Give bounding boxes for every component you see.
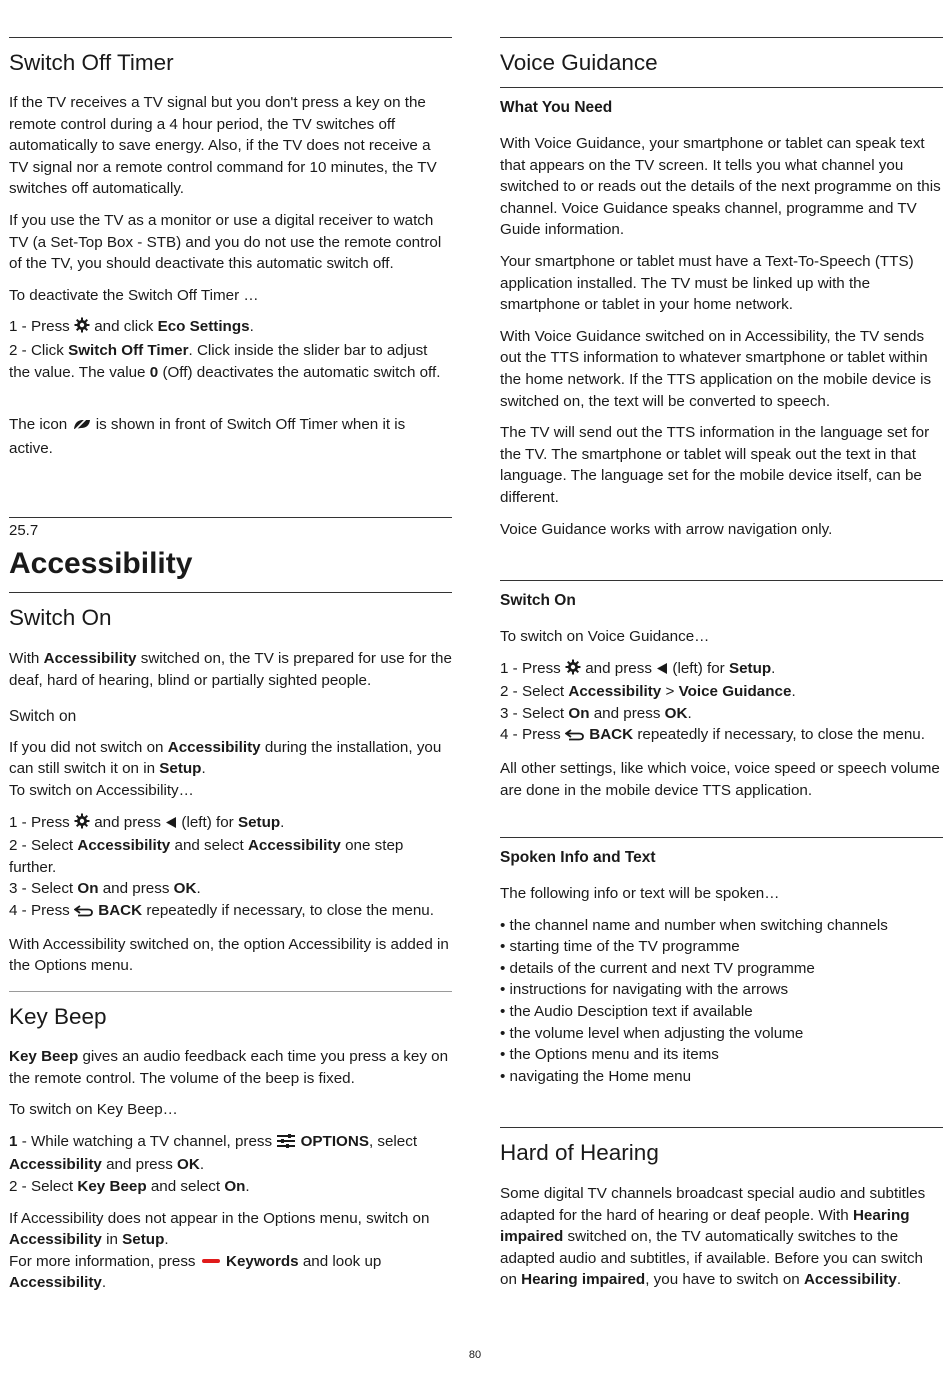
timer-icon-note: The icon is shown in front of Switch Off Timer when it is active. (9, 416, 406, 457)
arrow-left-icon (656, 660, 668, 682)
back-arrow-icon (565, 726, 585, 748)
voice-switch-on-body (500, 626, 943, 801)
switch-off-timer-body (9, 92, 452, 459)
switch-on-body (9, 648, 452, 977)
list-item: • the Audio Desciption text if available (500, 1001, 943, 1023)
settings-gear-icon (565, 659, 581, 682)
hearing-paragraph: Some digital TV channels broadcast special audio and subtitles adapted for the hard of hearing or deaf people. With Hearing impaired switched on, the TV automatically switches to the adapted audio and subtitles, if available. Before you can switch on Hearing impaired, you have to switch on Accessibility. (500, 1185, 926, 1289)
key-beep-paragraph-1: Key Beep gives an audio feedback each time you press a key on the remote control. The volume of the beep is fixed. (9, 1048, 449, 1087)
key-beep-paragraph-2: To switch on Key Beep… (9, 1101, 178, 1119)
back-arrow-icon (74, 902, 94, 924)
hard-of-hearing-heading: Hard of Hearing (500, 1140, 659, 1165)
voice-switch-steps: 1 - Press and press (left) for Setup. 2 - Select Accessibility > Voice Guidance. 3 - Select On and press OK. 4 - Press BACK repeatedly if necessary, to close the menu. (500, 658, 943, 748)
key-beep-body (9, 1046, 452, 1294)
chapter-rule (9, 517, 452, 518)
hard-of-hearing-body (500, 1183, 943, 1291)
red-key-icon (202, 1259, 220, 1263)
section-rule (9, 592, 452, 593)
voice-paragraph-3: With Voice Guidance switched on in Accessibility, the TV sends out the TTS information to whatever smartphone or tablet within the home network. If the TTS application on the mobile device is switched on, the text will be converted to speech. (500, 327, 932, 410)
section-rule (500, 837, 943, 838)
settings-gear-icon (74, 317, 90, 340)
list-item: • instructions for navigating with the arrows (500, 979, 943, 1001)
voice-paragraph-2: Your smartphone or tablet must have a Text-To-Speech (TTS) application installed. The TV must be linked up with the smartphone or tablet in your home network. (500, 252, 914, 314)
list-item: • the channel name and number when switching channels (500, 915, 943, 937)
settings-gear-icon (74, 813, 90, 836)
voice-switch-intro: To switch on Voice Guidance… (500, 628, 710, 645)
section-rule (500, 580, 943, 581)
section-rule (9, 37, 452, 38)
spoken-info-body (500, 883, 943, 1087)
switch-off-timer-heading: Switch Off Timer (9, 50, 174, 75)
timer-active-icon (72, 416, 92, 438)
switch-on-paragraph-3: With Accessibility switched on, the option Accessibility is added in the Options menu. (9, 935, 449, 975)
arrow-left-icon (165, 814, 177, 836)
list-item: • navigating the Home menu (500, 1066, 943, 1088)
voice-switch-paragraph-2: All other settings, like which voice, voice speed or speech volume are done in the mobile device TTS application. (500, 759, 940, 799)
key-beep-heading: Key Beep (9, 1004, 107, 1029)
voice-paragraph-1: With Voice Guidance, your smartphone or tablet can speak text that appears on the TV screen. It tells you what channel you switched to or reads out the details of the next programme on this channel. Voice Guidance speaks channel, programme and TV Guide information. (500, 135, 941, 239)
switch-on-steps: 1 - Press and press (left) for Setup. 2 - Select Accessibility and select Accessibility one step further. 3 - Select On and press OK. 4 - Press BACK repeatedly if necessary, to close the menu. (9, 812, 452, 924)
key-beep-steps: 1 - While watching a TV channel, press OPTIONS, select Accessibility and press OK. 2 - Select Key Beep and select On. (9, 1132, 418, 1195)
voice-guidance-body (500, 133, 943, 540)
chapter-number: 25.7 (9, 522, 39, 539)
timer-paragraph-2: If you use the TV as a monitor or use a digital receiver to watch TV (a Set-Top Box - STB) and you do not use the remote control of the TV, you should deactivate this automatic switch off. (9, 211, 442, 273)
timer-paragraph-3: To deactivate the Switch Off Timer … (9, 286, 259, 304)
list-item: • the volume level when adjusting the volume (500, 1023, 943, 1045)
voice-guidance-heading: Voice Guidance (500, 50, 658, 75)
switch-on-heading: Switch On (9, 605, 112, 630)
switch-on-paragraph-1: With Accessibility switched on, the TV is prepared for use for the deaf, hard of hearing, blind or partially sighted people. (9, 650, 452, 689)
chapter-title: Accessibility (9, 547, 193, 580)
spoken-info-list (500, 915, 943, 1088)
list-item: • details of the current and next TV programme (500, 958, 943, 980)
spoken-info-intro: The following info or text will be spoken… (500, 885, 780, 902)
list-item: • starting time of the TV programme (500, 936, 943, 958)
switch-on-subheading: Switch on (9, 708, 77, 726)
voice-paragraph-5: Voice Guidance works with arrow navigation only. (500, 520, 833, 538)
timer-paragraph-1: If the TV receives a TV signal but you don't press a key on the remote control during a 4 hour period, the TV switches off automatically to save energy. Also, if the TV does not receive a TV signal nor a remote control command for 10 minutes, the TV switches off automatically. (9, 94, 437, 198)
voice-switch-on-subheading: Switch On (500, 592, 576, 609)
options-sliders-icon (276, 1133, 296, 1155)
section-rule (500, 87, 943, 88)
section-rule (500, 37, 943, 38)
section-rule (9, 991, 452, 992)
switch-on-paragraph-2: If you did not switch on Accessibility during the installation, you can still switch it on in Setup. To switch on Accessibility… (9, 738, 442, 799)
timer-step-1: 1 - Press and click Eco Settings. 2 - Click Switch Off Timer. Click inside the slider bar to adjust the value. The value 0 (Off) deactivates the automatic switch off. (9, 318, 441, 381)
section-rule (500, 1127, 943, 1128)
spoken-info-subheading: Spoken Info and Text (500, 849, 656, 866)
page-number: 80 (468, 1349, 482, 1361)
what-you-need-subheading: What You Need (500, 99, 613, 116)
key-beep-paragraph-3: If Accessibility does not appear in the Options menu, switch on Accessibility in Setup. For more information, press Keywords and look up Accessibility. (9, 1209, 430, 1292)
voice-paragraph-4: The TV will send out the TTS information in the language set for the TV. The smartphone or tablet will speak out the text in that language. The language set for the mobile device itself, can be different. (500, 424, 930, 506)
list-item: • the Options menu and its items (500, 1044, 943, 1066)
